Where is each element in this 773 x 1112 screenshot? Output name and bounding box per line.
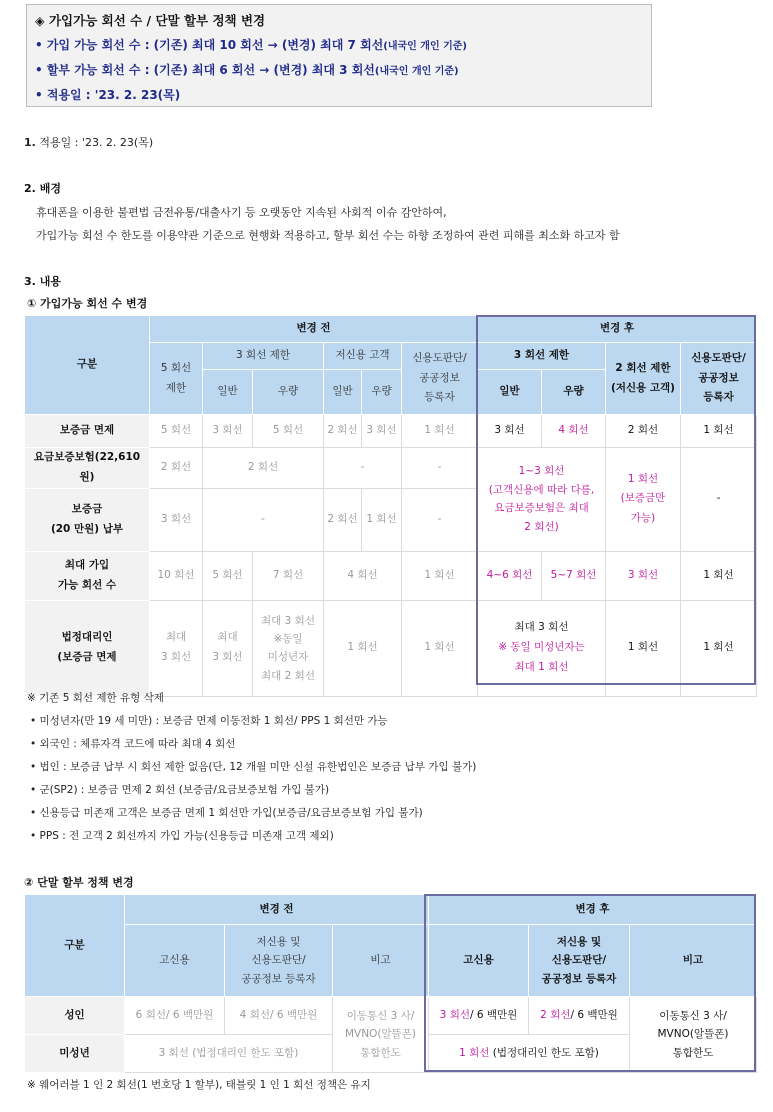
table-cell: - xyxy=(402,448,478,489)
table-row xyxy=(25,600,757,696)
table-cell: 1 회선 xyxy=(402,551,478,600)
table-cell: 1 회선 xyxy=(324,600,402,696)
table-row xyxy=(25,997,757,1035)
header-after: 변경 후 xyxy=(478,316,757,343)
table-cell: 1 회선 xyxy=(681,600,757,696)
header-after-normal: 일반 xyxy=(478,370,542,415)
table-row xyxy=(25,551,757,600)
header-after-good: 우량 xyxy=(542,370,606,415)
table-cell: 2 회선 xyxy=(203,448,324,489)
table-cell: 1 회선 xyxy=(606,600,681,696)
table-cell: 1 회선 xyxy=(681,551,757,600)
table-cell: - xyxy=(324,448,402,489)
header-gubun: 구분 xyxy=(25,895,125,997)
after-legal-rep-max: 최대 3 회선 xyxy=(514,621,569,634)
header-after-3-lines: 3 회선 제한 xyxy=(478,343,606,370)
table-cell: 5 회선 xyxy=(203,551,253,600)
header-note: 비고 xyxy=(333,925,429,997)
table-cell: 5 회선 xyxy=(150,415,203,448)
note-line: • 군(SP2) : 보증금 면제 2 회선 (보증금/요금보증보험 가입 불가) xyxy=(30,784,330,796)
section-2-para-2: 가입가능 회선 수 한도를 이용약관 기준으로 현행화 적용하고, 할부 회선 수는 하향 조정하여 관련 피해를 최소화 하고자 함 xyxy=(36,229,620,242)
installment-table xyxy=(24,894,757,1073)
table-cell: 1~3 회선 (고객신용에 따라 다름, 요금보증보험은 최대 2 회선) xyxy=(478,448,606,552)
table-cell: 5 회선 xyxy=(253,415,324,448)
table-row xyxy=(25,415,757,448)
section-2-para-1: 휴대폰을 이용한 불편법 금전유통/대출사기 등 오랫동안 지속된 사회적 이슈 감안하여, xyxy=(36,206,447,219)
summary-line-2: • 할부 가능 회선 수 : (기존) 최대 6 회선 → (변경) 최대 3 회선(내국인 개인 기준) xyxy=(35,63,459,77)
header-low-credit: 저신용 및 신용도판단/ 공공정보 등록자 xyxy=(225,925,333,997)
table-row xyxy=(25,448,757,489)
section-1: 1. 적용일 : '23. 2. 23(목) xyxy=(24,136,154,149)
table-cell: 3 회선 xyxy=(203,415,253,448)
summary-line-1: • 가입 가능 회선 수 : (기존) 최대 10 회선 → (변경) 최대 7 회선(내국인 개인 기준) xyxy=(35,38,467,52)
section-3-sub-2: ② 단말 할부 정책 변경 xyxy=(24,876,134,889)
summary-line-3: • 적용일 : '23. 2. 23(목) xyxy=(35,88,181,102)
header-before: 변경 전 xyxy=(150,316,478,343)
header-after-2-lines: 2 회선 제한 (저신용 고객) xyxy=(606,343,681,415)
header-good: 우량 xyxy=(253,370,324,415)
row-label: 최대 가입 가능 회선 수 xyxy=(25,551,150,600)
table-cell: 최대 3 회선 xyxy=(150,600,203,696)
table-cell: 1 회선 xyxy=(681,415,757,448)
row-label: 보증금 (20 만원) 납부 xyxy=(25,488,150,551)
table-cell: 4 회선/ 6 백만원 xyxy=(225,997,333,1035)
note-line: • 외국인 : 체류자격 코드에 따라 최대 4 회선 xyxy=(30,738,236,750)
header-after-low: 저신용 및 신용도판단/ 공공정보 등록자 xyxy=(529,925,630,997)
footer-note: ※ 웨어러블 1 인 2 회선(1 번호당 1 할부), 태블릿 1 인 1 회선 정책은 유지 xyxy=(27,1079,371,1091)
table-cell: 1 회선 xyxy=(402,600,478,696)
header-normal: 일반 xyxy=(203,370,253,415)
note-line: • 신용등급 미존재 고객은 보증금 면제 1 회선만 가입(보증금/요금보증보험 가입 불가) xyxy=(30,807,423,819)
header-high-credit: 고신용 xyxy=(125,925,225,997)
table-cell: 이동통신 3 사/ MVNO(알뜰폰) 통합한도 xyxy=(630,997,757,1073)
table-cell: 2 회선 xyxy=(324,488,362,551)
header-low-credit: 저신용 고객 xyxy=(324,343,402,370)
table-cell: 3 회선 xyxy=(150,488,203,551)
table-cell: 3 회선 xyxy=(478,415,542,448)
header-after: 변경 후 xyxy=(429,895,757,925)
note-line: • PPS : 전 고객 2 회선까지 가입 가능(신용등급 미존재 고객 제외) xyxy=(30,830,334,842)
row-label: 보증금 면제 xyxy=(25,415,150,448)
header-after-credit: 신용도판단/ 공공정보 등록자 xyxy=(681,343,757,415)
header-5-lines: 5 회선 제한 xyxy=(150,343,203,415)
table-cell: 3 회선 (법정대리인 한도 포함) xyxy=(125,1035,333,1073)
table-cell: 1 회선 (보증금만 가능) xyxy=(606,448,681,552)
table-cell: 10 회선 xyxy=(150,551,203,600)
row-label: 요금보증보험(22,610 원) xyxy=(25,448,150,489)
header-after-note: 비고 xyxy=(630,925,757,997)
row-label: 법정대리인 (보증금 면제 xyxy=(25,600,150,696)
table-cell: - xyxy=(203,488,324,551)
header-low-normal: 일반 xyxy=(324,370,362,415)
after-legal-rep-note: ※ 동일 미성년자는 최대 1 회선 xyxy=(498,641,585,674)
row-label: 성인 xyxy=(25,997,125,1035)
note-line: • 법인 : 보증금 납부 시 회선 제한 없음(단, 12 개월 미만 신설 유한법인은 보증금 납부 가입 불가) xyxy=(30,761,477,773)
summary-box xyxy=(26,4,652,107)
table-cell: 5~7 회선 xyxy=(542,551,606,600)
table-cell: 4~6 회선 xyxy=(478,551,542,600)
summary-title: ◈ 가입가능 회선 수 / 단말 할부 정책 변경 xyxy=(35,13,266,28)
row-label: 미성년 xyxy=(25,1035,125,1073)
table-cell: 2 회선 xyxy=(606,415,681,448)
table-cell: 1 회선 xyxy=(402,415,478,448)
section-2-title: 2. 배경 xyxy=(24,182,61,195)
table-cell: 2 회선 xyxy=(324,415,362,448)
header-3-lines: 3 회선 제한 xyxy=(203,343,324,370)
table-cell: 1 회선 xyxy=(362,488,402,551)
table-cell: 2 회선 xyxy=(150,448,203,489)
table-cell: 4 회선 xyxy=(324,551,402,600)
table-cell: - xyxy=(402,488,478,551)
table-cell: 이동통신 3 사/ MVNO(알뜰폰) 통합한도 xyxy=(333,997,429,1073)
table-cell: 3 회선 xyxy=(606,551,681,600)
header-low-good: 우량 xyxy=(362,370,402,415)
header-after-high: 고신용 xyxy=(429,925,529,997)
note-line: ※ 기존 5 회선 제한 유형 삭제 xyxy=(27,692,164,704)
table-cell: 7 회선 xyxy=(253,551,324,600)
header-gubun: 구분 xyxy=(25,316,150,415)
header-credit-judgment: 신용도판단/ 공공정보 등록자 xyxy=(402,343,478,415)
table-cell: 2 회선/ 6 백만원 xyxy=(529,997,630,1035)
table-cell: 3 회선/ 6 백만원 xyxy=(429,997,529,1035)
table-cell: 6 회선/ 6 백만원 xyxy=(125,997,225,1035)
table-cell: - xyxy=(681,448,757,552)
table-cell: 최대 3 회선 xyxy=(203,600,253,696)
note-line: • 미성년자(만 19 세 미만) : 보증금 면제 이동전화 1 회선/ PPS 1 회선만 가능 xyxy=(30,715,388,727)
table-cell: 1 회선 (법정대리인 한도 포함) xyxy=(429,1035,630,1073)
table-cell: 최대 3 회선 ※동일 미성년자 최대 2 회선 xyxy=(253,600,324,696)
header-before: 변경 전 xyxy=(125,895,429,925)
table-cell: 4 회선 xyxy=(542,415,606,448)
table-cell xyxy=(478,600,606,696)
table-cell: 3 회선 xyxy=(362,415,402,448)
section-3-sub-1: ① 가입가능 회선 수 변경 xyxy=(27,297,148,310)
section-3-title: 3. 내용 xyxy=(24,275,61,288)
lines-table xyxy=(24,315,757,697)
